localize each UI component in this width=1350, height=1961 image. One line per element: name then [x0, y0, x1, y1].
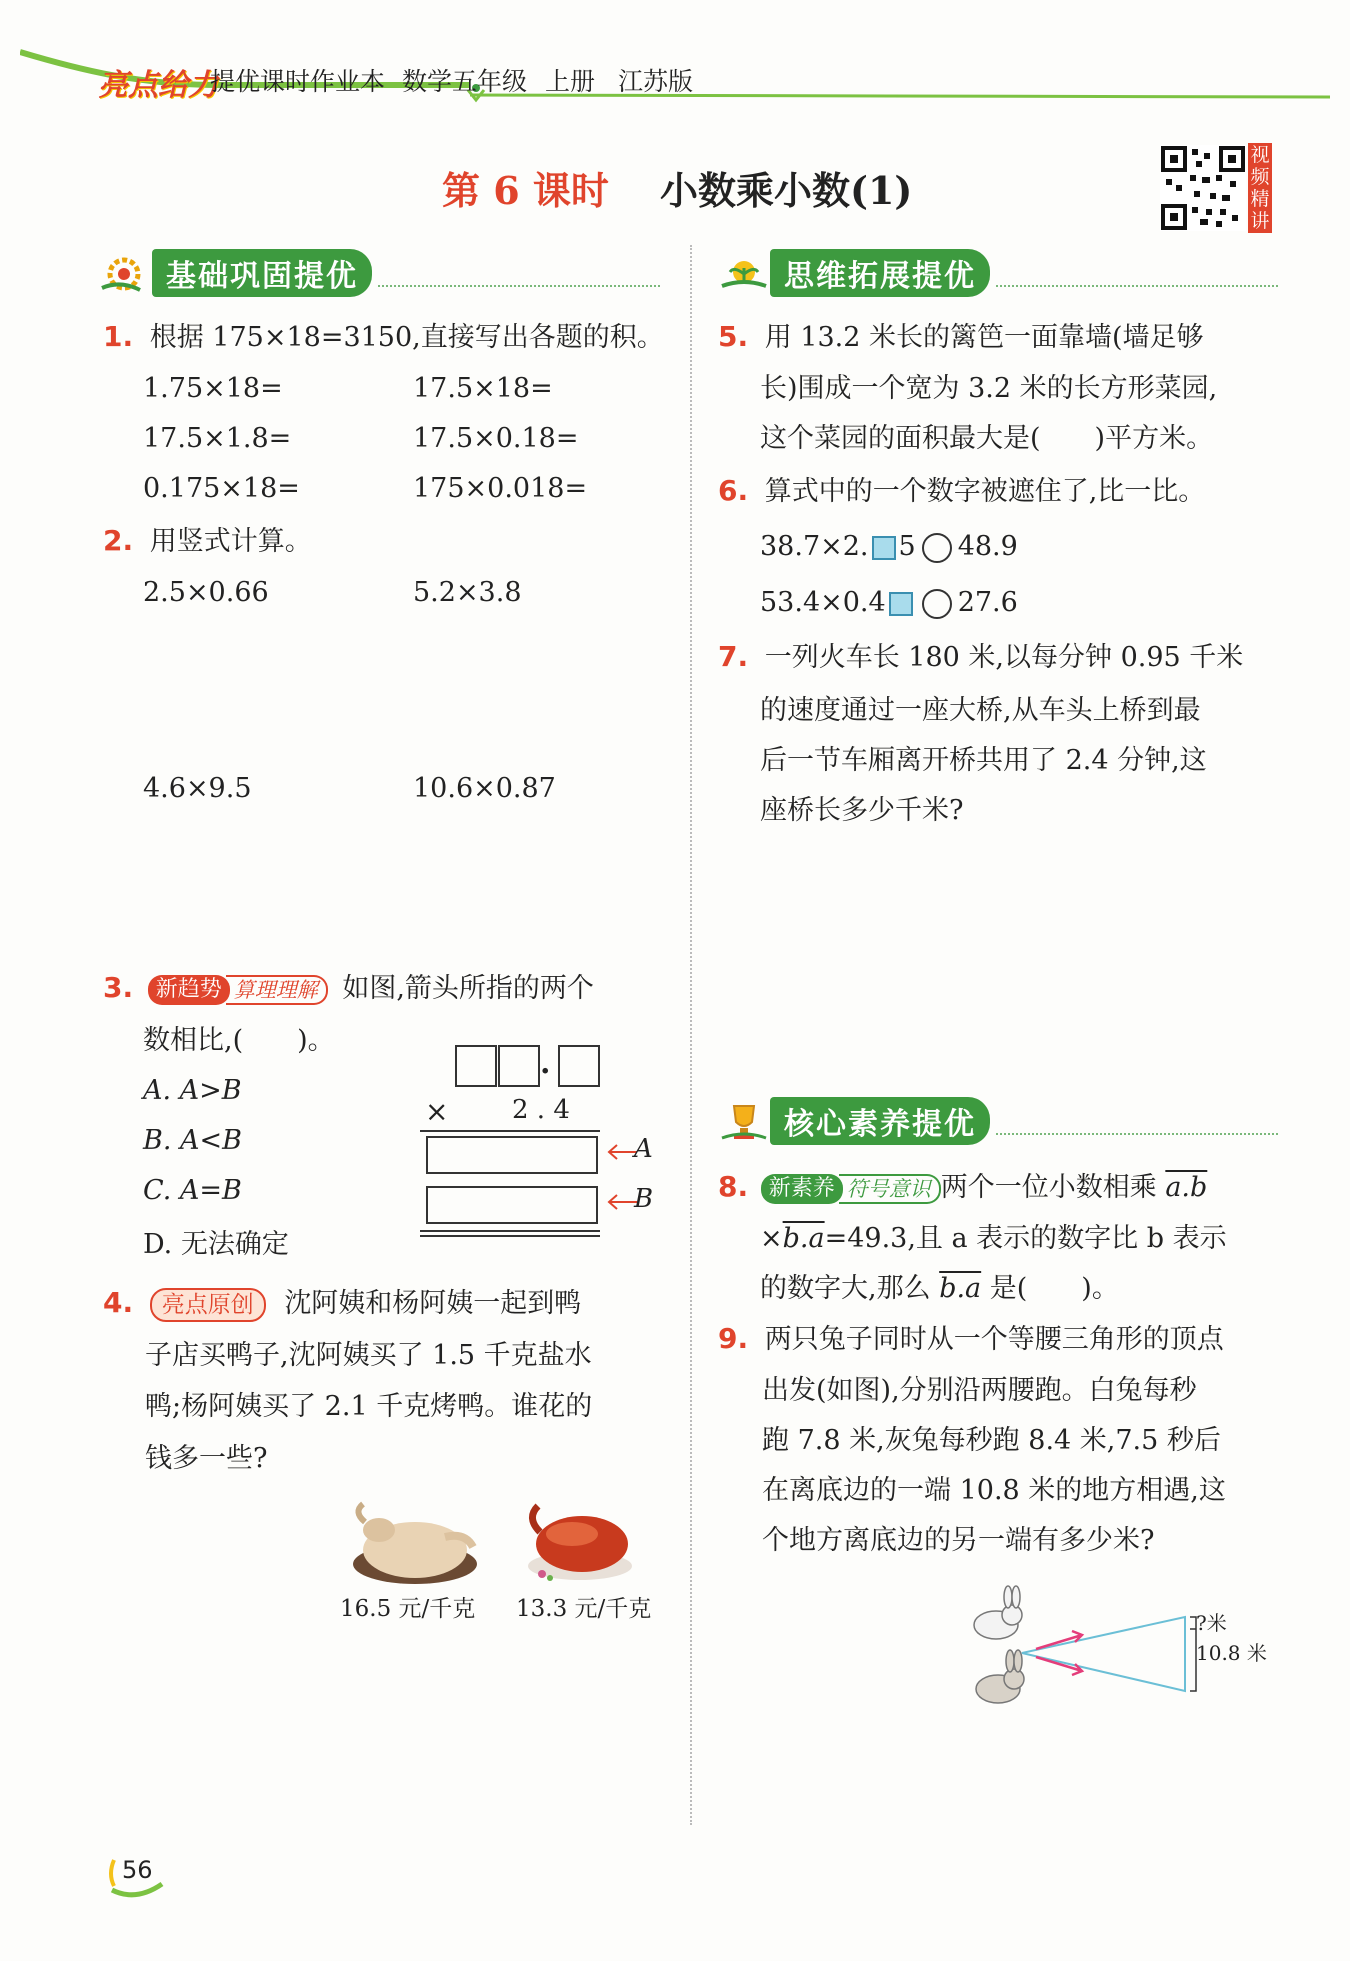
q5-number: 5. [718, 320, 749, 353]
q2-item: 4.6×9.5 [143, 773, 252, 804]
q4-number: 4. [103, 1286, 134, 1319]
q7-line-3: 后一节车厢离开桥共用了 2.4 分钟,这 [760, 745, 1207, 776]
q8-tag-sub: 符号意识 [839, 1174, 941, 1204]
series-name: 提优课时作业本 [210, 67, 386, 96]
rule-line [420, 1230, 600, 1232]
q9-figure [960, 1585, 1280, 1715]
q5-row-1 [718, 312, 1204, 363]
q6-row2-right: 27.6 [957, 587, 1018, 618]
q3-stem-2: 数相比,( )。 [143, 1025, 335, 1056]
label-a: A [634, 1134, 653, 1164]
q7-number: 7. [718, 640, 749, 673]
multiply-sign: × [425, 1095, 449, 1128]
section-core-header [718, 1098, 1278, 1144]
partial-product-a [426, 1136, 598, 1174]
q4-row-1 [103, 1278, 581, 1329]
q2-stem: 用竖式计算。 [149, 526, 312, 557]
q3-number: 3. [103, 971, 134, 1004]
q4-line-1: 沈阿姨和杨阿姨一起到鸭 [284, 1288, 582, 1319]
q6-row1-left: 38.7×2. [760, 531, 869, 562]
q6-row-1 [718, 466, 1205, 517]
q8-line-2: =49.3,且 a 表示的数字比 b 表示 [824, 1223, 1227, 1254]
section-thinking-header [718, 250, 1278, 296]
q9-row-1 [718, 1314, 1224, 1365]
q6-row2-left: 53.4×0.4 [760, 587, 886, 618]
q6-number: 6. [718, 474, 749, 507]
qr-label: 视频精讲 [1248, 143, 1272, 233]
q1-item: 17.5×1.8= [143, 423, 292, 454]
q1-item: 17.5×0.18= [413, 423, 579, 454]
q7-line-1: 一列火车长 180 米,以每分钟 0.95 千米 [764, 642, 1244, 673]
q5-line-1: 用 13.2 米长的篱笆一面靠墙(墙足够 [764, 322, 1204, 353]
q9-line-3: 跑 7.8 米,灰兔每秒跑 8.4 米,7.5 秒后 [762, 1425, 1221, 1456]
multiplier-digits: 2 . 4 [512, 1095, 570, 1125]
page-number: 56 [122, 1856, 153, 1884]
q3-tag: 新趋势 [148, 975, 230, 1005]
q9-line-5: 个地方离底边的另一端有多少米? [762, 1525, 1155, 1556]
q3-tag-sub: 算理理解 [226, 975, 328, 1005]
q4-line-4: 钱多一些? [145, 1443, 268, 1474]
q1-stem-row [103, 312, 664, 363]
q4-tag: 亮点原创 [150, 1288, 266, 1322]
q3-stem-row [103, 963, 594, 1014]
q1-item: 1.75×18= [143, 373, 283, 404]
q1-item: 0.175×18= [143, 473, 300, 504]
section-basic-header [100, 250, 660, 296]
rule-line [420, 1130, 600, 1132]
hidden-digit-box [872, 536, 896, 560]
q9-unknown-label: ?米 [1196, 1611, 1227, 1635]
q8-ba: b.a [782, 1223, 825, 1254]
lesson-title: 小数乘小数(1) [660, 168, 913, 213]
rule-line [420, 1235, 600, 1237]
section-core-rule [996, 1107, 1278, 1135]
decimal-point: . [540, 1046, 551, 1081]
q8-number: 8. [718, 1170, 749, 1203]
q2-stem-row [103, 516, 312, 567]
subject-name: 数学五年级 [402, 67, 528, 96]
section-basic-title: 基础巩固提优 [152, 249, 372, 297]
compare-circle[interactable] [922, 533, 952, 563]
q8-row-3 [760, 1264, 1119, 1314]
q1-item: 175×0.018= [413, 473, 588, 504]
qr-code[interactable] [1160, 145, 1246, 231]
price-roast-duck: 13.3 元/千克 [516, 1596, 652, 1622]
q8-line-3-post: 是( )。 [989, 1273, 1119, 1304]
volume-name: 上册 [545, 67, 596, 96]
q6-row1-mid: 5 [898, 531, 916, 562]
q1-stem: 根据 175×18=3150,直接写出各题的积。 [149, 322, 664, 353]
gear-leaf-icon [100, 250, 152, 296]
q1-item: 17.5×18= [413, 373, 553, 404]
q7-line-2: 的速度通过一座大桥,从车头上桥到最 [760, 695, 1201, 726]
page-header [20, 40, 1330, 110]
q3-option-c: C. A=B [143, 1175, 242, 1206]
q1-number: 1. [103, 320, 134, 353]
digit-box [455, 1045, 497, 1087]
q8-line-3-pre: 的数字大,那么 [760, 1273, 931, 1304]
qr-code-icon [1160, 145, 1246, 231]
q2-item: 5.2×3.8 [413, 577, 522, 608]
q9-line-1: 两只兔子同时从一个等腰三角形的顶点 [764, 1324, 1224, 1355]
q4-line-2: 子店买鸭子,沈阿姨买了 1.5 千克盐水 [145, 1340, 592, 1371]
q7-row-1 [718, 632, 1243, 683]
white-rabbit-icon [974, 1586, 1022, 1639]
section-thinking-title: 思维拓展提优 [770, 249, 990, 297]
q9-number: 9. [718, 1322, 749, 1355]
q8-row-1 [718, 1162, 1207, 1213]
hidden-digit-box [889, 592, 913, 616]
q6-expression-2 [760, 578, 1018, 628]
brand-logo: 亮点给力 [98, 68, 218, 103]
q8-ab: a.b [1165, 1172, 1208, 1203]
q8-ba-2: b.a [939, 1273, 982, 1304]
q3-option-b: B. A<B [143, 1125, 242, 1156]
q6-row1-right: 48.9 [957, 531, 1018, 562]
q2-item: 10.6×0.87 [413, 773, 556, 804]
q8-row-2 [760, 1214, 1227, 1264]
q6-stem: 算式中的一个数字被遮住了,比一比。 [764, 476, 1206, 507]
trophy-icon [718, 1098, 770, 1144]
q2-item: 2.5×0.66 [143, 577, 269, 608]
section-core-title: 核心素养提优 [770, 1097, 990, 1145]
section-thinking-rule [996, 259, 1278, 287]
q9-line-4: 在离底边的一端 10.8 米的地方相遇,这 [762, 1475, 1226, 1506]
grey-rabbit-icon [976, 1650, 1024, 1703]
digit-box [498, 1045, 540, 1087]
roast-duck-image [520, 1492, 640, 1592]
q3-figure [420, 1040, 660, 1240]
compare-circle[interactable] [922, 589, 952, 619]
q5-line-3: 这个菜园的面积最大是( )平方米。 [760, 423, 1214, 454]
partial-product-b [426, 1186, 598, 1224]
q5-line-2: 长)围成一个宽为 3.2 米的长方形菜园, [760, 373, 1218, 404]
q2-number: 2. [103, 524, 134, 557]
q8-tag: 新素养 [761, 1174, 843, 1204]
q6-expression-1 [760, 522, 1018, 572]
sprout-icon [718, 250, 770, 296]
q3-option-d: D. 无法确定 [143, 1229, 289, 1260]
q9-length-label: 10.8 米 [1196, 1641, 1267, 1665]
price-salted-duck: 16.5 元/千克 [340, 1596, 476, 1622]
q9-line-2: 出发(如图),分别沿两腰跑。白兔每秒 [762, 1375, 1197, 1406]
lesson-number: 第 6 课时 [442, 168, 609, 213]
edition-name: 江苏版 [618, 67, 694, 96]
salted-duck-icon [345, 1492, 485, 1592]
q3-stem-1: 如图,箭头所指的两个 [342, 973, 594, 1004]
q8-line-1: 两个一位小数相乘 [940, 1172, 1157, 1203]
salted-duck-image [345, 1492, 485, 1592]
label-b: B [634, 1184, 654, 1214]
column-divider [690, 245, 692, 1825]
roast-duck-icon [520, 1492, 640, 1592]
q8-times: × [760, 1223, 783, 1254]
q3-option-a: A. A>B [143, 1075, 242, 1106]
page-number-badge [108, 1850, 168, 1900]
q4-line-3: 鸭;杨阿姨买了 2.1 千克烤鸭。谁花的 [145, 1391, 593, 1422]
q7-line-4: 座桥长多少千米? [760, 795, 964, 826]
section-basic-rule [378, 259, 660, 287]
digit-box [558, 1045, 600, 1087]
